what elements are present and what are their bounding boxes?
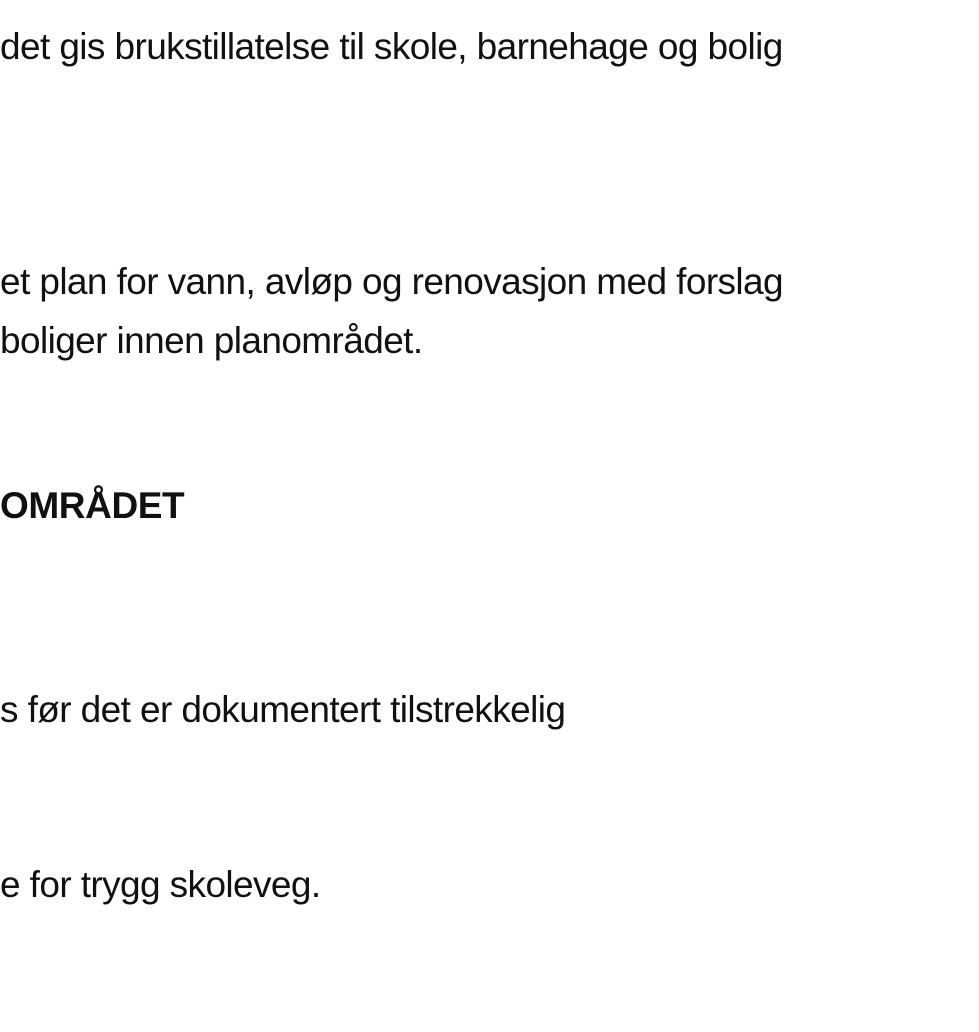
paragraph-line-housing: boliger innen planområdet. — [0, 320, 423, 361]
paragraph-line-school-route: e for trygg skoleveg. — [0, 864, 321, 905]
paragraph-line-water-plan: et plan for vann, avløp og renovasjon med forslag — [0, 261, 784, 302]
section-heading: OMRÅDET — [0, 485, 185, 526]
paragraph-line-usage-permit: det gis brukstillatelse til skole, barnehage og bolig — [0, 26, 783, 67]
paragraph-line-documentation: s før det er dokumentert tilstrekkelig — [0, 689, 566, 730]
